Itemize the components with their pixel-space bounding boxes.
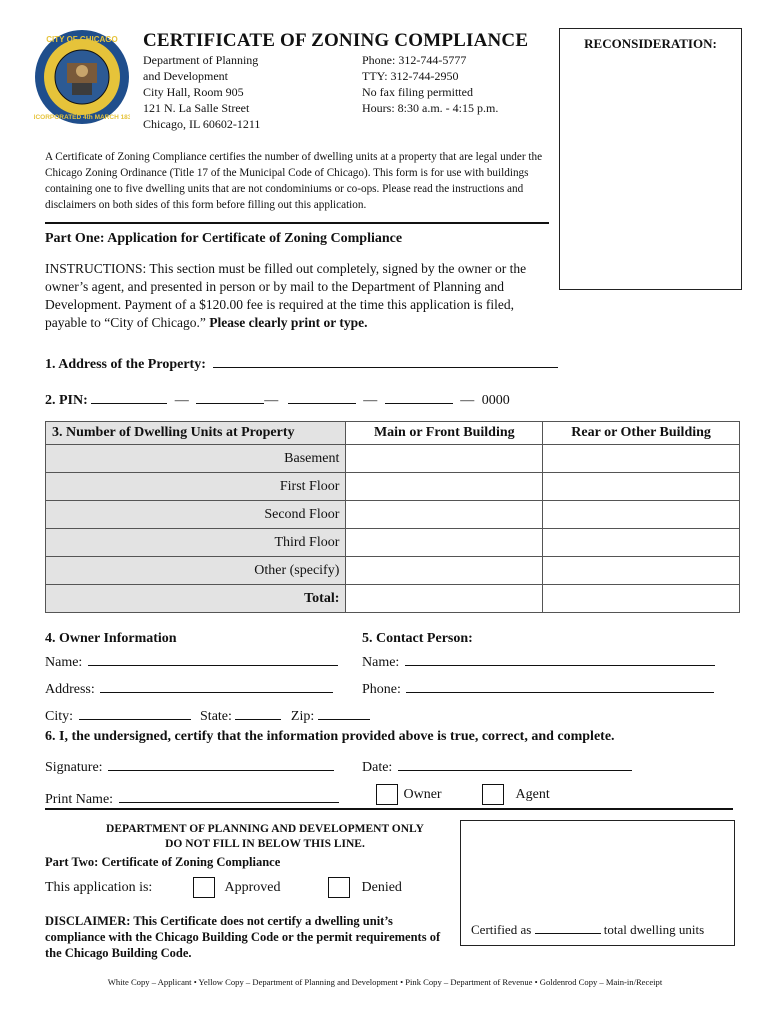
- pin-input-3[interactable]: [288, 389, 356, 404]
- agent-checkbox[interactable]: [482, 784, 504, 805]
- rear-building-cell[interactable]: [543, 473, 740, 501]
- certified-line: [471, 919, 704, 938]
- row-label: Second Floor: [46, 501, 346, 529]
- address-line: 121 N. La Salle Street: [143, 101, 250, 115]
- city-label: City:: [45, 709, 74, 724]
- owner-city-row: [45, 705, 370, 725]
- owner-option: [376, 784, 442, 805]
- instructions: [45, 260, 550, 332]
- denied-option: [328, 877, 402, 898]
- pin-dash: —: [174, 393, 189, 408]
- table-row: [46, 585, 740, 613]
- contact-name-label: Name:: [362, 655, 400, 670]
- agent-option: [482, 784, 550, 805]
- owner-address-label: Address:: [45, 682, 95, 697]
- contact-line: Hours: 8:30 a.m. - 4:15 p.m.: [362, 101, 499, 115]
- contact-line: No fax filing permitted: [362, 85, 473, 99]
- main-building-cell[interactable]: [346, 501, 543, 529]
- owner-name-row: [45, 651, 338, 671]
- svg-text:INCORPORATED 4th MARCH 1837: INCORPORATED 4th MARCH 1837: [34, 114, 130, 121]
- certified-suffix: total dwelling units: [603, 922, 705, 937]
- signature-input[interactable]: [108, 756, 334, 771]
- state-label: State:: [200, 709, 232, 724]
- part-one-heading: Part One: Application for Certificate of Zoning Compliance: [45, 231, 403, 246]
- print-name-input[interactable]: [119, 788, 339, 803]
- approved-option: [193, 877, 281, 898]
- city-input[interactable]: [79, 705, 191, 720]
- approved-label: Approved: [224, 879, 281, 895]
- table-header: Rear or Other Building: [543, 422, 740, 445]
- table-row: [46, 445, 740, 473]
- pin-dash: —: [363, 393, 378, 408]
- main-building-cell[interactable]: [346, 557, 543, 585]
- table-row: [46, 473, 740, 501]
- owner-option-label: Owner: [403, 786, 442, 802]
- copy-distribution-footer: White Copy – Applicant • Yellow Copy – Department of Planning and Development • Pink Copy – Department of Revenue • Goldenrod Copy – Main-in/Receipt: [107, 977, 663, 987]
- zip-input[interactable]: [318, 705, 370, 720]
- divider: [45, 808, 733, 810]
- date-label: Date:: [362, 760, 393, 775]
- contact-line: Phone: 312-744-5777: [362, 53, 467, 67]
- form-title: CERTIFICATE OF ZONING COMPLIANCE: [143, 30, 529, 51]
- city-seal-logo: [34, 29, 130, 125]
- print-name-row: [45, 788, 339, 808]
- rear-building-cell[interactable]: [543, 529, 740, 557]
- notice-line: DEPARTMENT OF PLANNING AND DEVELOPMENT ONLY: [106, 823, 424, 835]
- main-building-total-cell[interactable]: [346, 585, 543, 613]
- table-header-row: [46, 422, 740, 445]
- table-header: Main or Front Building: [346, 422, 543, 445]
- contact-phone-label: Phone:: [362, 682, 401, 697]
- instructions-bold: Please clearly print or type.: [209, 315, 368, 330]
- owner-heading: 4. Owner Information: [45, 631, 177, 646]
- print-name-label: Print Name:: [45, 792, 114, 807]
- pin-input-2[interactable]: [196, 389, 264, 404]
- contact-name-row: [362, 651, 715, 671]
- part-two-heading: Part Two: Certificate of Zoning Compliance: [45, 855, 281, 869]
- zip-label: Zip:: [290, 709, 315, 724]
- application-is-label: This application is:: [45, 880, 153, 895]
- table-row: [46, 501, 740, 529]
- certified-prefix: Certified as: [471, 922, 532, 937]
- reconsideration-label: RECONSIDERATION:: [584, 36, 717, 51]
- row-label: First Floor: [46, 473, 346, 501]
- pin-suffix: 0000: [481, 393, 510, 408]
- row-label: Third Floor: [46, 529, 346, 557]
- address-line: and Development: [143, 69, 228, 83]
- pin-dash: —: [460, 393, 475, 408]
- department-contact: [362, 52, 498, 116]
- owner-checkbox[interactable]: [376, 784, 398, 805]
- dwelling-units-table: [45, 421, 740, 613]
- state-input[interactable]: [235, 705, 281, 720]
- contact-name-input[interactable]: [405, 651, 715, 666]
- table-header: 3. Number of Dwelling Units at Property: [46, 422, 346, 445]
- pin-input-4[interactable]: [385, 389, 453, 404]
- table-row: [46, 557, 740, 585]
- disclaimer: DISCLAIMER: This Certificate does not certify a dwelling unit’s compliance with the Chicago Building Code or the permit requirements of the Chicago Building Code.: [45, 914, 441, 960]
- denied-checkbox[interactable]: [328, 877, 350, 898]
- instructions-text: INSTRUCTIONS: This section must be filled out completely, signed by the owner or the owner’s agent, and presented in person or by mail to the Department of Planning and Development. Payment of a $120.00 fee is required at the time this application is filed, payable to “City of Chicago.”: [45, 261, 527, 330]
- signature-row: [45, 756, 334, 776]
- certified-count-input[interactable]: [535, 919, 601, 934]
- contact-phone-row: [362, 678, 714, 698]
- department-address: [143, 52, 260, 132]
- application-status-row: [45, 880, 152, 896]
- row-label: Other (specify): [46, 557, 346, 585]
- rear-building-cell[interactable]: [543, 501, 740, 529]
- date-row: [362, 756, 632, 776]
- address-line: City Hall, Room 905: [143, 85, 244, 99]
- certify-statement: 6. I, the undersigned, certify that the information provided above is true, correct, and complete.: [45, 729, 615, 744]
- row-label: Total:: [46, 585, 346, 613]
- address-line: Department of Planning: [143, 53, 259, 67]
- main-building-cell[interactable]: [346, 473, 543, 501]
- contact-line: TTY: 312-744-2950: [362, 69, 459, 83]
- approved-checkbox[interactable]: [193, 877, 215, 898]
- contact-heading: 5. Contact Person:: [362, 631, 473, 646]
- svg-text:CITY OF CHICAGO: CITY OF CHICAGO: [46, 35, 118, 44]
- rear-building-cell[interactable]: [543, 445, 740, 473]
- date-input[interactable]: [398, 756, 632, 771]
- notice-line: DO NOT FILL IN BELOW THIS LINE.: [165, 838, 365, 850]
- table-row: [46, 529, 740, 557]
- address-label: 1. Address of the Property:: [45, 357, 206, 372]
- owner-address-input[interactable]: [100, 678, 333, 693]
- owner-name-label: Name:: [45, 655, 83, 670]
- pin-dash: —: [264, 393, 279, 408]
- reconsideration-box[interactable]: [559, 28, 742, 290]
- pin-input-1[interactable]: [91, 389, 167, 404]
- rear-building-cell[interactable]: [543, 557, 740, 585]
- divider: [45, 222, 549, 224]
- signature-label: Signature:: [45, 760, 103, 775]
- address-input[interactable]: [213, 353, 558, 368]
- intro-paragraph: A Certificate of Zoning Compliance certifies the number of dwelling units at a property that are legal under the Chicago Zoning Ordinance (Title 17 of the Municipal Code of Chicago). This form is for use with buildings containing one to five dwelling units that are not condominiums or co-ops. Please read the instructions and disclaimers on both sides of this form before filling out this application.: [45, 151, 543, 211]
- main-building-cell[interactable]: [346, 445, 543, 473]
- contact-phone-input[interactable]: [406, 678, 714, 693]
- address-row: [45, 353, 558, 373]
- owner-address-row: [45, 678, 333, 698]
- certification-box: [460, 820, 735, 946]
- agent-option-label: Agent: [515, 786, 550, 802]
- row-label: Basement: [46, 445, 346, 473]
- rear-building-total-cell[interactable]: [543, 585, 740, 613]
- denied-label: Denied: [361, 879, 402, 895]
- address-line: Chicago, IL 60602-1211: [143, 117, 261, 131]
- main-building-cell[interactable]: [346, 529, 543, 557]
- owner-name-input[interactable]: [88, 651, 338, 666]
- department-notice: [45, 822, 485, 852]
- pin-label: 2. PIN:: [45, 393, 88, 408]
- pin-row: [45, 389, 510, 409]
